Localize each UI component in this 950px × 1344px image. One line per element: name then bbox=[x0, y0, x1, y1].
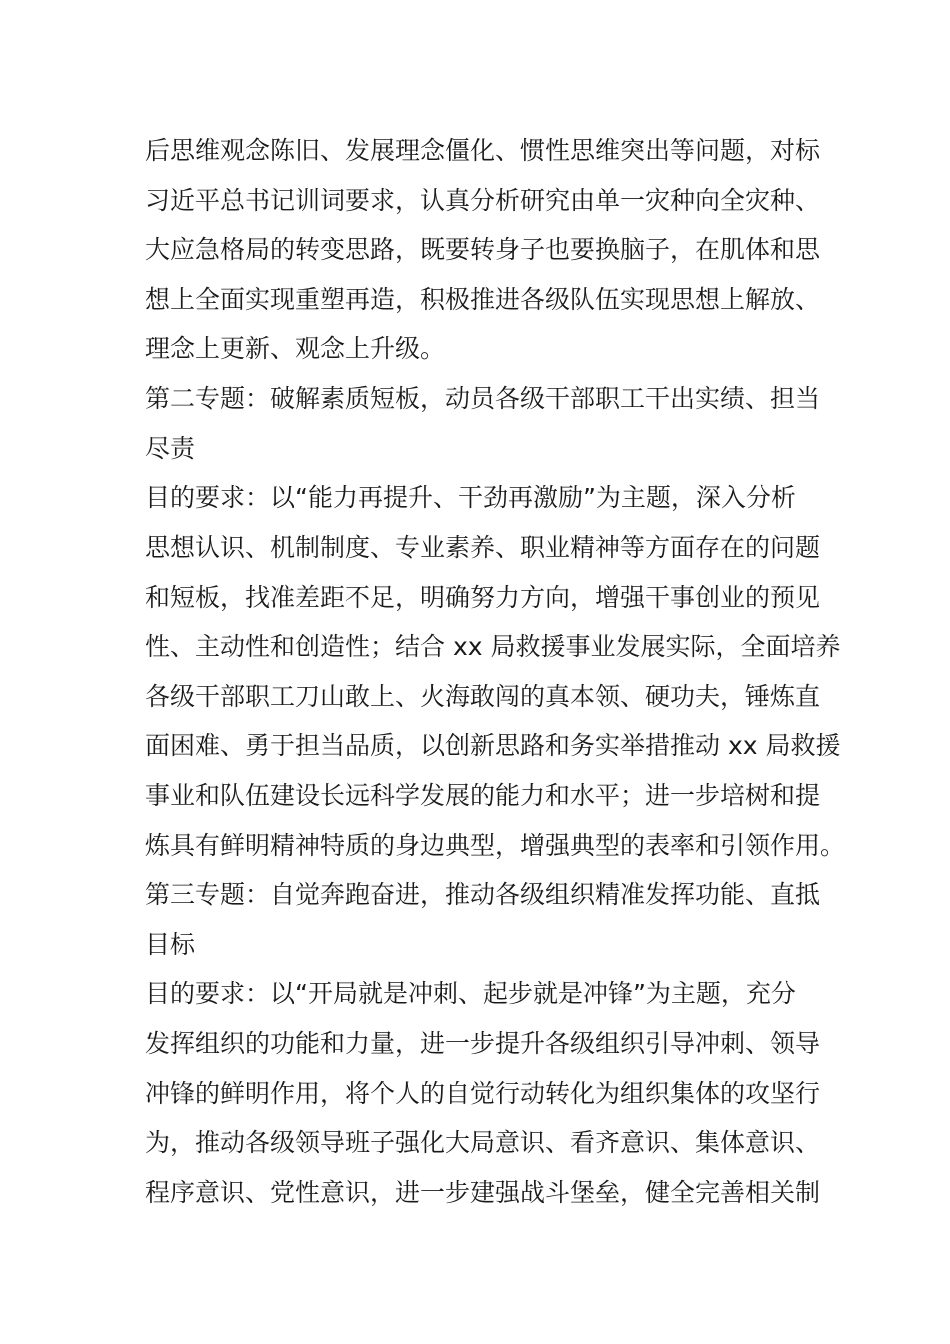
section-heading-2-cont: 尽责 bbox=[145, 434, 196, 463]
text-line: 炼具有鲜明精神特质的身边典型，增强典型的表率和引领作用。 bbox=[145, 831, 846, 860]
text-line: 思想认识、机制制度、专业素养、职业精神等方面存在的问题 bbox=[145, 533, 821, 562]
text-line: 习近平总书记训词要求，认真分析研究由单一灾种向全灾种、 bbox=[145, 186, 821, 215]
text-line: 各级干部职工刀山敢上、火海敢闯的真本领、硬功夫，锤炼直 bbox=[145, 682, 821, 711]
text-line: 性、主动性和创造性；结合 xx 局救援事业发展实际，全面培养 bbox=[145, 632, 841, 661]
text-line: 大应急格局的转变思路，既要转身子也要换脑子，在肌体和思 bbox=[145, 235, 821, 264]
text-line: 目的要求：以“能力再提升、干劲再激励”为主题，深入分析 bbox=[145, 483, 796, 512]
section-heading-3-cont: 目标 bbox=[145, 930, 196, 959]
text-line: 发挥组织的功能和力量，进一步提升各级组织引导冲刺、领导 bbox=[145, 1029, 821, 1058]
text-line: 为，推动各级领导班子强化大局意识、看齐意识、集体意识、 bbox=[145, 1128, 821, 1157]
text-line: 和短板，找准差距不足，明确努力方向，增强干事创业的预见 bbox=[145, 583, 821, 612]
text-line: 程序意识、党性意识，进一步建强战斗堡垒，健全完善相关制 bbox=[145, 1178, 821, 1207]
text-line: 事业和队伍建设长远科学发展的能力和水平；进一步培树和提 bbox=[145, 781, 821, 810]
text-line: 后思维观念陈旧、发展理念僵化、惯性思维突出等问题，对标 bbox=[145, 136, 821, 165]
text-line: 目的要求：以“开局就是冲刺、起步就是冲锋”为主题，充分 bbox=[145, 979, 796, 1008]
section-heading-3: 第三专题：自觉奔跑奋进，推动各级组织精准发挥功能、直抵 bbox=[145, 880, 821, 909]
text-line: 理念上更新、观念上升级。 bbox=[145, 334, 446, 363]
text-line: 面困难、勇于担当品质，以创新思路和务实举措推动 xx 局救援 bbox=[145, 731, 841, 760]
text-line: 想上全面实现重塑再造，积极推进各级队伍实现思想上解放、 bbox=[145, 285, 821, 314]
text-line: 冲锋的鲜明作用，将个人的自觉行动转化为组织集体的攻坚行 bbox=[145, 1079, 821, 1108]
section-heading-2: 第二专题：破解素质短板，动员各级干部职工干出实绩、担当 bbox=[145, 384, 821, 413]
